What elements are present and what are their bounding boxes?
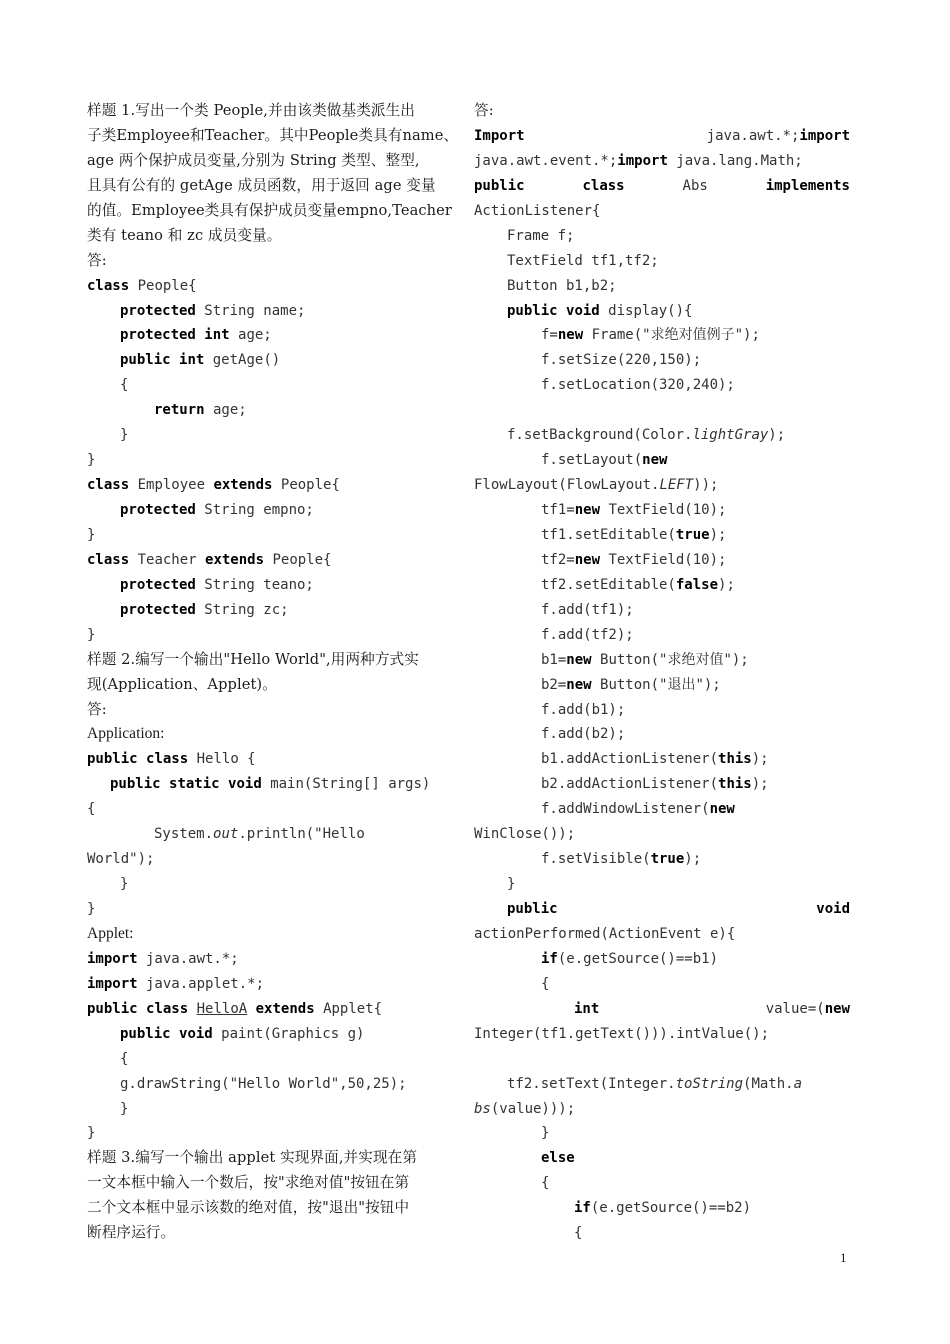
question-3-line-4: 断程序运行。 — [87, 1224, 176, 1242]
code-line: class Teacher extends People{ — [87, 551, 332, 568]
code-line: f=new Frame("求绝对值例子"); — [541, 327, 760, 344]
code-line: } — [87, 901, 96, 917]
code-line: public int getAge() — [120, 352, 281, 369]
code-line: class Employee extends People{ — [87, 477, 340, 494]
code-line: tf1.setEditable(true); — [541, 526, 727, 543]
code-line: bs(value))); — [474, 1100, 576, 1117]
code-line: { — [541, 1175, 550, 1192]
applet-label: Applet: — [87, 924, 134, 942]
code-line: tf2.setText(Integer.toString(Math.a — [507, 1075, 803, 1092]
code-line: ActionListener{ — [474, 202, 601, 219]
code-line: if(e.getSource()==b1) — [541, 950, 719, 967]
code-line: } — [120, 427, 129, 444]
code-line: public void — [507, 901, 850, 917]
code-line: { — [120, 1050, 129, 1067]
question-1-line-1: 样题 1.写出一个类 People,并由该类做基类派生出 — [87, 102, 415, 119]
code-line: else — [541, 1150, 575, 1167]
code-line: Button b1,b2; — [507, 277, 617, 294]
code-line: int value=(new — [574, 1000, 850, 1017]
question-3-line-2: 一文本框中输入一个数后，按"求绝对值"按钮在第 — [87, 1174, 410, 1192]
code-line: Integer(tf1.getText())).intValue(); — [474, 1025, 770, 1042]
code-line: b1.addActionListener(this); — [541, 751, 769, 768]
code-line: protected String teano; — [120, 576, 314, 593]
code-line: { — [541, 975, 550, 992]
code-line: } — [87, 526, 96, 543]
question-3-line-3: 二个文本框中显示该数的绝对值，按"退出"按钮中 — [87, 1199, 410, 1217]
code-line: { — [120, 377, 129, 394]
question-1-line-4: 且具有公有的 getAge 成员函数，用于返回 age 变量 — [87, 176, 436, 194]
right-column — [474, 99, 850, 1246]
code-line: } — [87, 626, 96, 643]
application-label: Application: — [87, 725, 165, 743]
code-line: f.add(b1); — [541, 701, 626, 718]
code-line: f.setLayout(new — [541, 452, 668, 469]
code-line: public void display(){ — [507, 302, 693, 319]
code-line: } — [120, 1100, 129, 1117]
code-line: public class Hello { — [87, 751, 256, 768]
question-1-line-3: age 两个保护成员变量,分别为 String 类型、整型, — [87, 151, 420, 169]
code-line: if(e.getSource()==b2) — [574, 1200, 752, 1217]
question-3-line-1: 样题 3.编写一个输出 applet 实现界面,并实现在第 — [87, 1149, 418, 1167]
code-line: Import java.awt.*;import — [474, 127, 850, 144]
code-line: f.add(tf1); — [541, 601, 634, 618]
code-line: public class HelloA extends Applet{ — [87, 1000, 383, 1017]
code-line: { — [87, 801, 96, 818]
left-column — [87, 99, 463, 1246]
helloa-class-name: HelloA — [196, 1000, 248, 1017]
code-line: } — [541, 1125, 550, 1142]
page-number: 1 — [840, 1250, 847, 1265]
code-line: } — [87, 452, 96, 469]
code-line: tf2.setEditable(false); — [541, 576, 735, 593]
code-line: { — [574, 1225, 583, 1242]
code-line: java.awt.event.*;import java.lang.Math; — [474, 152, 803, 169]
code-line: import java.awt.*; — [87, 950, 239, 967]
code-line: return age; — [154, 402, 247, 419]
code-line: f.addWindowListener(new — [541, 801, 735, 818]
code-line: } — [507, 876, 516, 893]
code-line: b2.addActionListener(this); — [541, 776, 769, 793]
code-line: public void paint(Graphics g) — [120, 1025, 365, 1042]
code-line: } — [120, 876, 129, 893]
code-line: System.out.println("Hello — [154, 826, 365, 843]
blank-line — [474, 1047, 850, 1072]
code-line: WinClose()); — [474, 826, 576, 843]
code-line: World"); — [87, 851, 155, 868]
answer-label: 答: — [87, 251, 107, 269]
code-line: b1=new Button("求绝对值"); — [541, 651, 749, 668]
code-line: b2=new Button("退出"); — [541, 676, 721, 693]
answer-label: 答: — [87, 700, 107, 718]
blank-line — [474, 398, 850, 423]
question-2-line-1: 样题 2.编写一个输出"Hello World",用两种方式实 — [87, 650, 419, 668]
code-line: protected String name; — [120, 302, 306, 319]
code-line: f.setVisible(true); — [541, 851, 702, 868]
code-line: TextField tf1,tf2; — [507, 252, 659, 269]
code-line: g.drawString("Hello World",50,25); — [120, 1075, 407, 1092]
code-line: import java.applet.*; — [87, 975, 265, 992]
code-line: f.setBackground(Color.lightGray); — [507, 427, 786, 444]
code-line: tf2=new TextField(10); — [541, 551, 727, 568]
code-line: protected String zc; — [120, 601, 289, 618]
code-line: f.setSize(220,150); — [541, 352, 702, 369]
code-line: public static void main(String[] args) — [110, 776, 431, 793]
code-line: class People{ — [87, 277, 197, 294]
code-line: protected String empno; — [120, 502, 314, 518]
question-1-line-2: 子类Employee和Teacher。其中People类具有name、 — [87, 126, 459, 144]
question-1-line-5: 的值。Employee类具有保护成员变量empno,Teacher — [87, 201, 452, 219]
code-line: tf1=new TextField(10); — [541, 502, 727, 518]
code-line: f.setLocation(320,240); — [541, 377, 735, 394]
code-line: protected int age; — [120, 327, 272, 344]
code-line: f.add(b2); — [541, 726, 626, 743]
question-1-line-6: 类有 teano 和 zc 成员变量。 — [87, 226, 282, 244]
code-line: Frame f; — [507, 227, 575, 244]
code-line: } — [87, 1125, 96, 1142]
code-line: FlowLayout(FlowLayout.LEFT)); — [474, 477, 719, 494]
code-line: public class Abs implements — [474, 177, 850, 194]
question-2-line-2: 现(Application、Applet)。 — [87, 675, 277, 693]
answer-label: 答: — [474, 102, 494, 119]
code-line: actionPerformed(ActionEvent e){ — [474, 925, 736, 942]
code-line: f.add(tf2); — [541, 626, 634, 643]
